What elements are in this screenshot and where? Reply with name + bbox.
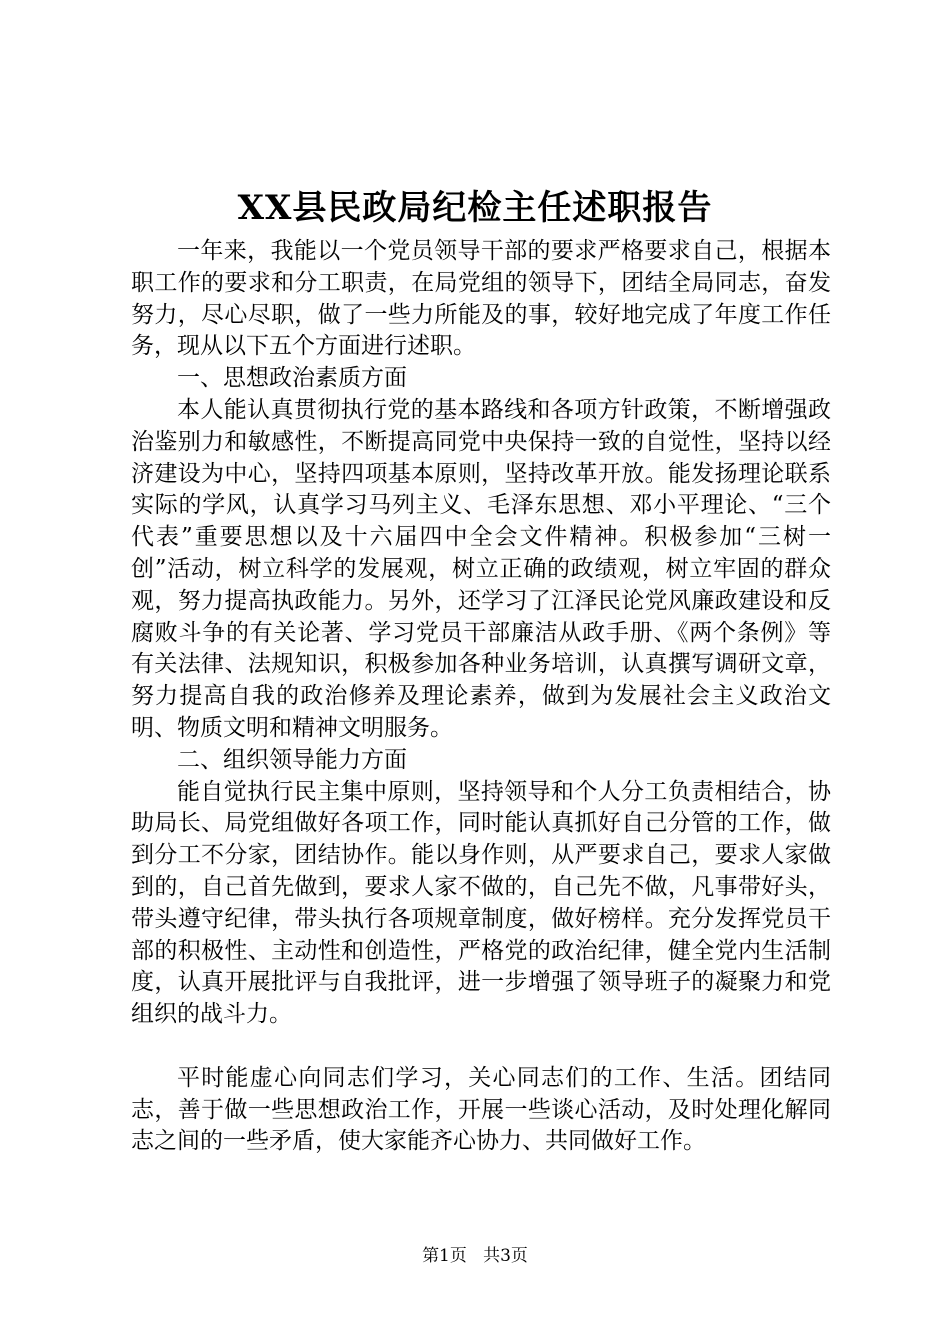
page-number: 第1页 <box>422 1246 467 1266</box>
section-heading-1: 一、思想政治素质方面 <box>177 365 407 392</box>
section-1-paragraph: 本人能认真贯彻执行党的基本路线和各项方针政策，不断增强政治鉴别力和敏感性，不断提高同党中央保持一致的自觉性，坚持以经济建设为中心，坚持四项基本原则，坚持改革开放。能发扬理论联系实际的学风，认真学习马列主义、毛泽东思想、邓小平理论、“三个代表”重要思想以及十六届四中全会文件精神。积极参加“三树一创”活动，树立科学的发展观，树立正确的政绩观，树立牢固的群众观，努力提高执政能力。另外，还学习了江泽民论党风廉政建设和反腐败斗争的有关论著、学习党员干部廉洁从政手册、《两个条例》等有关法律、法规知识，积极参加各种业务培训，认真撰写调研文章，努力提高自我的政治修养及理论素养，做到为发展社会主义政治文明、物质文明和精神文明服务。 <box>131 396 831 741</box>
document-body <box>131 236 831 1158</box>
intro-paragraph: 一年来，我能以一个党员领导干部的要求严格要求自己，根据本职工作的要求和分工职责，在局党组的领导下，团结全局同志，奋发努力，尽心尽职，做了一些力所能及的事，较好地完成了年度工作任务，现从以下五个方面进行述职。 <box>131 238 831 360</box>
page-footer <box>0 1244 950 1268</box>
section-2-paragraph: 能自觉执行民主集中原则，坚持领导和个人分工负责相结合，协助局长、局党组做好各项工作，同时能认真抓好自己分管的工作，做到分工不分家，团结协作。能以身作则，从严要求自己，要求人家做到的，自己首先做到，要求人家不做的，自己先不做，凡事带好头，带头遵守纪律，带头执行各项规章制度，做好榜样。充分发挥党员干部的积极性、主动性和创造性，严格党的政治纪律，健全党内生活制度，认真开展批评与自我批评，进一步增强了领导班子的凝聚力和党组织的战斗力。 <box>131 778 831 1028</box>
section-heading-2: 二、组织领导能力方面 <box>177 746 407 773</box>
page-total: 共3页 <box>483 1246 528 1266</box>
document-title: XX县民政局纪检主任述职报告 <box>237 188 713 228</box>
section-2-paragraph-2: 平时能虚心向同志们学习，关心同志们的工作、生活。团结同志，善于做一些思想政治工作，开展一些谈心活动，及时处理化解同志之间的一些矛盾，使大家能齐心协力、共同做好工作。 <box>131 1064 831 1155</box>
paragraph-spacer <box>131 1031 831 1063</box>
